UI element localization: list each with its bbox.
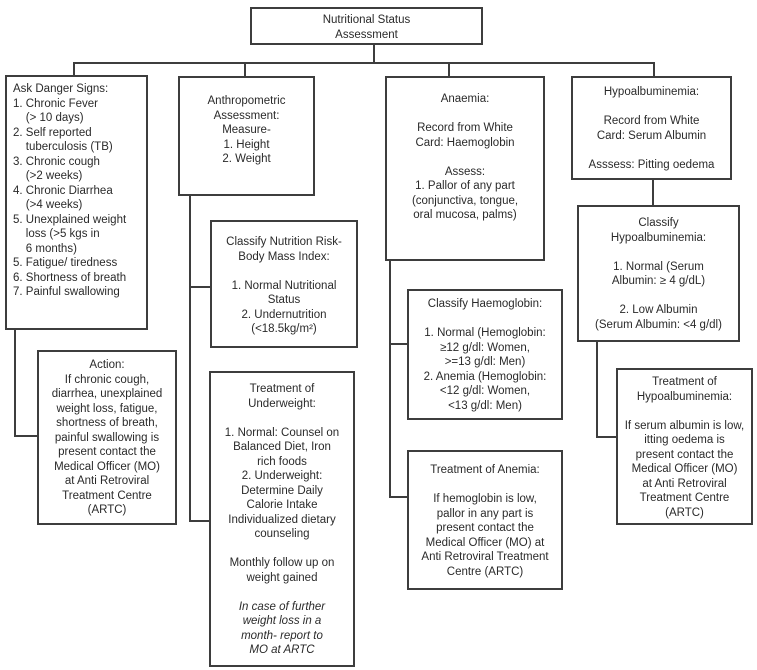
anthropometric-text: Anthropometric Assessment: Measure- 1. Height 2. Weight [207,95,286,165]
treatment-hypoalbuminemia-text: Treatment of Hypoalbuminemia: If serum albumin is low, itting oedema is present contact the Medical Officer (MO) at Anti Retroviral Treatment Centre (ARTC) [624,376,745,519]
connector-danger-spine [14,330,16,437]
connector-drop-anthropometric [244,62,246,77]
box-anaemia [385,76,545,261]
box-hypoalbuminemia [571,76,732,180]
connector-hypo-spine [596,342,598,438]
nutritional-status-title-text: Nutritional Status Assessment [322,14,411,41]
anaemia-text: Anaemia: Record from White Card: Haemoglobin Assess: 1. Pallor of any part (conjunctiva, tongue, oral mucosa, palms) [411,93,519,221]
treatment-underweight-text: Treatment of Underweight: 1. Normal: Counsel on Balanced Diet, Iron rich foods 2. Underweight: Determine Daily Calorie Intake Individualized dietary counseling Monthly follow up on weight gained [224,383,340,584]
box-action-danger-signs [37,350,177,525]
connector-drop-hypoalbuminemia [653,62,655,77]
box-treatment-of-underweight [209,371,355,667]
treatment-anemia-text: Treatment of Anemia: If hemoglobin is low, pallor in any part is present contact the Medical Officer (MO) at Anti Retroviral Treatment Centre (ARTC) [421,464,549,578]
classify-haemoglobin-text: Classify Haemoglobin: 1. Normal (Hemoglobin: ≥12 g/dl: Women, >=13 g/dl: Men) 2. Anemia (Hemoglobin: <12 g/dl: Women, <13 g/dl: Men) [423,298,547,412]
box-classify-hypoalbuminemia [577,205,740,342]
hypoalbuminemia-text: Hypoalbuminemia: Record from White Card: Serum Albumin Asssess: Pitting oedema [588,86,715,171]
box-nutritional-status-assessment [250,7,483,45]
danger-signs-text: Ask Danger Signs: 1. Chronic Fever (> 10 days) 2. Self reported tuberculosis (TB) 3. Chronic cough (>2 weeks) 4. Chronic Diarrhea (>4 weeks) 5. Unexplained weight loss (>5 kgs in 6 months) 5. Fatigue/ tiredness 6. Shortness of breath 7. Painful swallowing [13,83,127,298]
box-ask-danger-signs [5,75,148,330]
connector-anaemia-spine [389,261,391,498]
connector-anthro-to-classify-bmi [189,286,212,288]
box-classify-haemoglobin [407,289,563,420]
connector-drop-danger [73,62,75,76]
connector-anthro-spine [189,196,191,522]
classify-bmi-text: Classify Nutrition Risk- Body Mass Index: 1. Normal Nutritional Status 2. Undernutrition (<18.5kg/m²) [226,236,342,335]
box-classify-nutrition-risk-bmi [210,220,358,348]
action-text: Action: If chronic cough, diarrhea, unexplained weight loss, fatigue, shortness of breath, painful swallowing is present contact the Medical Officer (MO) at Anti Retroviral Treatment Centre (ARTC) [51,359,163,516]
connector-danger-to-action [14,435,39,437]
box-treatment-of-hypoalbuminemia [616,368,753,525]
box-treatment-of-anemia [407,450,563,590]
box-anthropometric-assessment [178,76,315,196]
connector-hypo-to-classify [652,180,654,205]
classify-hypoalbuminemia-text: Classify Hypoalbuminemia: 1. Normal (Serum Albumin: ≥ 4 g/dL) 2. Low Albumin (Serum Albumin: <4 g/dl) [595,217,722,331]
connector-branch-bus [73,62,655,64]
connector-drop-anaemia [448,62,450,77]
treatment-underweight-italic-note: In case of further weight loss in a month- report to MO at ARTC [238,600,326,656]
